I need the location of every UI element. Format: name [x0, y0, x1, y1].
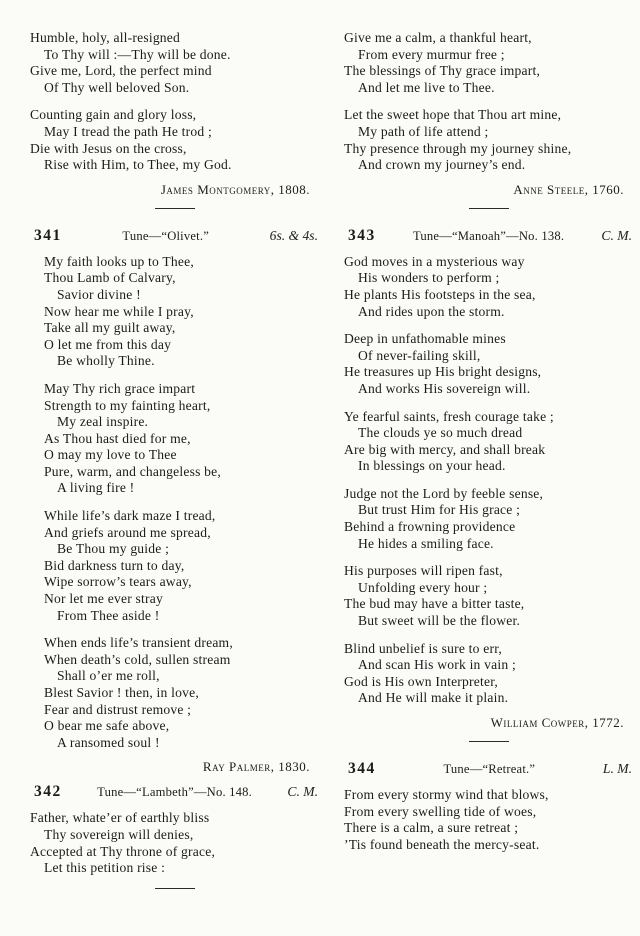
- hymn-line: Pure, warm, and changeless be,: [44, 463, 221, 479]
- meter-label: C. M.: [287, 784, 318, 800]
- hymn-line: Give me, Lord, the perfect mind: [30, 63, 212, 79]
- hymn-line: And scan His work in vain ;: [358, 657, 516, 673]
- meter-label: C. M.: [601, 227, 632, 243]
- hymn-line: Thy presence through my journey shine,: [344, 140, 572, 156]
- hymn-line: Nor let me ever stray: [44, 591, 163, 607]
- author-attribution: Anne Steele, 1760.: [513, 181, 624, 197]
- author-attribution: James Montgomery, 1808.: [160, 181, 310, 197]
- hymn-line: Now hear me while I pray,: [44, 303, 194, 319]
- hymn-line: From Thee aside !: [57, 607, 160, 623]
- hymn-line: My zeal inspire.: [57, 414, 149, 430]
- hymn-line: Rise with Him, to Thee, my God.: [44, 157, 232, 173]
- divider-rule: [469, 208, 509, 209]
- meter-label: 6s. & 4s.: [269, 227, 318, 243]
- hymn-line: Take all my guilt away,: [44, 320, 176, 336]
- section-divider: [344, 208, 634, 209]
- hymn-line: Of Thy well beloved Son.: [44, 79, 190, 95]
- divider-rule: [469, 741, 509, 742]
- author-attribution: William Cowper, 1772.: [490, 715, 624, 730]
- hymn-line: His purposes will ripen fast,: [344, 563, 503, 579]
- hymn-line: The blessings of Thy grace impart,: [344, 63, 541, 79]
- hymn-line: From every swelling tide of woes,: [344, 803, 537, 819]
- hymn-line: He hides a smiling face.: [358, 535, 494, 551]
- hymn-line: ’Tis found beneath the mercy-seat.: [344, 836, 540, 852]
- section-divider: [30, 888, 320, 889]
- hymn-line: And works His sovereign will.: [358, 380, 531, 396]
- hymn-line: And let me live to Thee.: [358, 79, 495, 95]
- hymn-number: 343: [348, 226, 376, 244]
- hymn-line: Blind unbelief is sure to err,: [344, 640, 502, 656]
- hymn-line: Bid darkness turn to day,: [44, 557, 185, 573]
- hymn-line: And griefs around me spread,: [44, 524, 211, 540]
- stanza: [344, 107, 634, 173]
- stanza: [344, 486, 634, 552]
- hymn-line: As Thou hast died for me,: [44, 430, 191, 446]
- left-column: [30, 30, 320, 907]
- hymn-line: And He will make it plain.: [358, 690, 509, 706]
- hymn-line: Are big with mercy, and shall break: [344, 441, 546, 457]
- stanza: [344, 30, 634, 96]
- hymn-line: In blessings on your head.: [358, 458, 506, 474]
- hymn-line: Ye fearful saints, fresh courage take ;: [344, 408, 554, 424]
- hymn-line: His wonders to perform ;: [358, 270, 500, 286]
- hymn-number: 344: [348, 760, 376, 777]
- hymn-line: There is a calm, a sure retreat ;: [344, 820, 519, 836]
- hymn-line: He treasures up His bright designs,: [344, 364, 542, 380]
- tune-label: Tune—“Olivet.”: [122, 228, 210, 243]
- hymn-line: Give me a calm, a thankful heart,: [344, 30, 532, 45]
- hymn-line: Be wholly Thine.: [57, 353, 155, 369]
- hymn-line: The bud may have a bitter taste,: [344, 596, 525, 612]
- hymn-line: Father, whate’er of earthly bliss: [30, 810, 210, 826]
- stanza: [30, 254, 320, 370]
- hymn-line: Fear and distrust remove ;: [44, 701, 192, 717]
- hymn-line: But sweet will be the flower.: [358, 613, 521, 629]
- hymn-line: O let me from this day: [44, 336, 172, 352]
- stanza: [30, 381, 320, 497]
- two-column-layout: [30, 30, 632, 907]
- hymn-header: [344, 760, 634, 778]
- hymn-line: Accepted at Thy throne of grace,: [30, 843, 216, 859]
- hymn-line: My path of life attend ;: [358, 123, 489, 139]
- hymn-line: But trust Him for His grace ;: [358, 502, 521, 518]
- hymn-line: Savior divine !: [57, 286, 141, 302]
- hymn-header: [344, 227, 634, 245]
- stanza: [30, 30, 320, 96]
- author-attribution: Ray Palmer, 1830.: [202, 759, 310, 775]
- hymn-line: The clouds ye so much dread: [358, 425, 523, 441]
- hymn-line: God is His own Interpreter,: [344, 673, 498, 689]
- hymn-line: Shall o’er me roll,: [57, 668, 160, 684]
- hymn-line: Humble, holy, all-resigned: [30, 30, 181, 45]
- hymn-line: Let the sweet hope that Thou art mine,: [344, 107, 562, 123]
- stanza: [344, 331, 634, 397]
- hymn-line: Behind a frowning providence: [344, 519, 516, 535]
- hymn-line: And crown my journey’s end.: [358, 157, 526, 173]
- stanza: [30, 508, 320, 624]
- hymn-header: [30, 227, 320, 245]
- hymn-line: When death’s cold, sullen stream: [44, 651, 231, 667]
- hymn-line: Deep in unfathomable mines: [344, 331, 506, 347]
- hymn-line: Blest Savior ! then, in love,: [44, 685, 199, 700]
- hymn-line: O bear me safe above,: [44, 718, 170, 734]
- hymn-line: Unfolding every hour ;: [358, 579, 488, 595]
- divider-rule: [155, 888, 195, 889]
- hymn-line: And rides upon the storm.: [358, 303, 505, 319]
- tune-label: Tune—“Retreat.”: [443, 762, 536, 776]
- hymn-line: A ransomed soul !: [57, 734, 160, 750]
- hymn-line: While life’s dark maze I tread,: [44, 508, 216, 524]
- hymn-line: Thy sovereign will denies,: [44, 826, 194, 842]
- hymn-line: Of never-failing skill,: [358, 347, 481, 363]
- hymn-line: From every stormy wind that blows,: [344, 787, 549, 802]
- hymn-line: Let this petition rise :: [44, 860, 166, 876]
- hymn-line: May Thy rich grace impart: [44, 380, 196, 396]
- stanza: [344, 787, 634, 853]
- meter-label: L. M.: [602, 761, 632, 776]
- hymn-line: Thou Lamb of Calvary,: [44, 270, 176, 286]
- stanza: [344, 641, 634, 707]
- hymn-number: 342: [34, 783, 62, 801]
- hymn-line: To Thy will :—Thy will be done.: [44, 46, 231, 62]
- stanza: [344, 409, 634, 475]
- hymn-line: Be Thou my guide ;: [57, 541, 170, 557]
- hymn-line: God moves in a mysterious way: [344, 253, 525, 269]
- tune-label: Tune—“Manoah”—No. 138.: [412, 228, 565, 243]
- hymn-line: Counting gain and glory loss,: [30, 107, 197, 123]
- hymn-line: Judge not the Lord by feeble sense,: [344, 485, 544, 501]
- tune-label: Tune—“Lambeth”—No. 148.: [97, 785, 253, 800]
- right-column: [344, 30, 634, 907]
- divider-rule: [155, 208, 195, 209]
- hymn-line: A living fire !: [57, 480, 135, 496]
- hymn-line: He plants His footsteps in the sea,: [344, 286, 536, 302]
- stanza: [30, 635, 320, 751]
- section-divider: [344, 741, 634, 742]
- hymn-line: My faith looks up to Thee,: [44, 253, 194, 269]
- hymn-line: Strength to my fainting heart,: [44, 397, 211, 413]
- hymn-number: 341: [34, 226, 62, 244]
- hymn-line: When ends life’s transient dream,: [44, 635, 233, 651]
- stanza: [30, 810, 320, 876]
- stanza: [344, 254, 634, 320]
- hymn-line: Die with Jesus on the cross,: [30, 140, 187, 156]
- hymn-line: O may my love to Thee: [44, 447, 177, 463]
- hymn-line: Wipe sorrow’s tears away,: [44, 574, 192, 590]
- hymn-line: From every murmur free ;: [358, 46, 505, 62]
- stanza: [30, 107, 320, 173]
- stanza: [344, 563, 634, 629]
- hymn-line: May I tread the path He trod ;: [44, 123, 212, 139]
- hymn-header: [30, 783, 320, 801]
- section-divider: [30, 208, 320, 209]
